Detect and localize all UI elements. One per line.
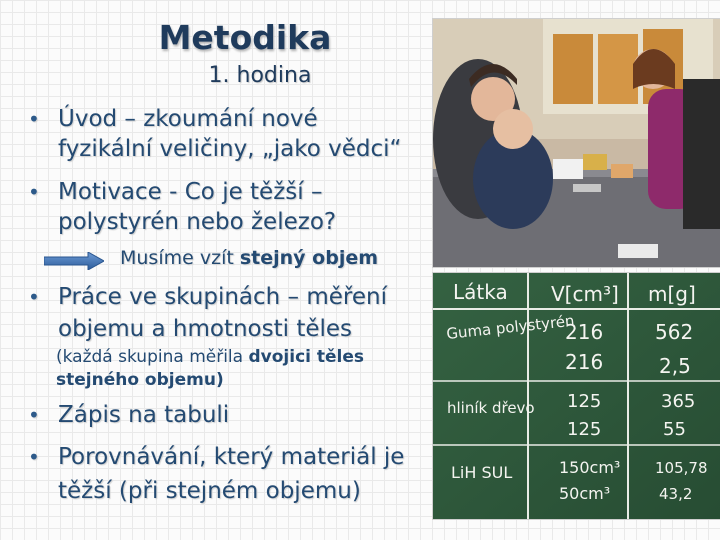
arrow-note-prefix: Musíme vzít	[120, 247, 240, 269]
slide-title: Metodika	[158, 18, 332, 57]
bullet-text-line: Porovnávání, který materiál je	[58, 444, 405, 470]
bullet-text-line: těžší (při stejném objemu)	[58, 478, 361, 504]
bullet-text-line: objemu a hmotnosti těles	[58, 316, 353, 342]
board-mass: 562	[655, 320, 694, 344]
bullet-text-line: fyzikální veličiny, „jako vědci“	[58, 136, 402, 162]
board-volume: 216	[565, 350, 604, 374]
bullet-text-line: Zápis na tabuli	[58, 402, 230, 428]
board-header-mass: m[g]	[648, 282, 696, 306]
board-material-1: Guma polystyrén	[445, 311, 576, 343]
bullet-marker: •	[28, 107, 40, 131]
group-note-line: stejného objemu)	[56, 370, 224, 390]
bullet-marker: •	[28, 445, 40, 469]
bullet-text-line: Práce ve skupinách – měření	[58, 284, 387, 310]
blackboard-photo	[432, 272, 720, 520]
bullet-text-line: Motivace - Co je těžší –	[58, 179, 323, 205]
bullet-marker: •	[28, 285, 40, 309]
group-note-line	[56, 346, 364, 368]
board-mass: 43,2	[659, 485, 693, 503]
bullet-marker: •	[28, 403, 40, 427]
board-volume: 150cm³	[559, 458, 621, 477]
board-mass: 55	[663, 419, 686, 440]
board-material-2: hliník dřevo	[447, 399, 535, 417]
group-note-prefix: (každá skupina měřila	[56, 347, 249, 367]
bullet-text-line: Úvod – zkoumání nové	[58, 106, 318, 132]
board-volume: 216	[565, 320, 604, 344]
board-volume: 125	[567, 419, 602, 440]
board-material-3: LiH SUL	[451, 463, 513, 482]
group-note-emphasis: dvojici těles	[248, 347, 365, 367]
board-mass: 105,78	[655, 459, 708, 477]
board-volume: 125	[567, 391, 602, 412]
board-volume: 50cm³	[559, 484, 611, 503]
board-header-volume: V[cm³]	[551, 282, 619, 306]
slide-subtitle: 1. hodina	[208, 63, 312, 88]
bullet-marker: •	[28, 180, 40, 204]
bullet-text-line: polystyrén nebo železo?	[58, 209, 337, 235]
right-arrow-icon	[44, 252, 104, 270]
arrow-note	[120, 247, 378, 269]
board-header-material: Látka	[453, 280, 508, 304]
blackboard-table	[433, 273, 720, 519]
board-mass: 2,5	[659, 354, 691, 378]
board-mass: 365	[661, 391, 696, 412]
students-measuring-image	[433, 19, 720, 267]
lab-photo	[432, 18, 720, 268]
arrow-note-emphasis: stejný objem	[239, 247, 379, 269]
